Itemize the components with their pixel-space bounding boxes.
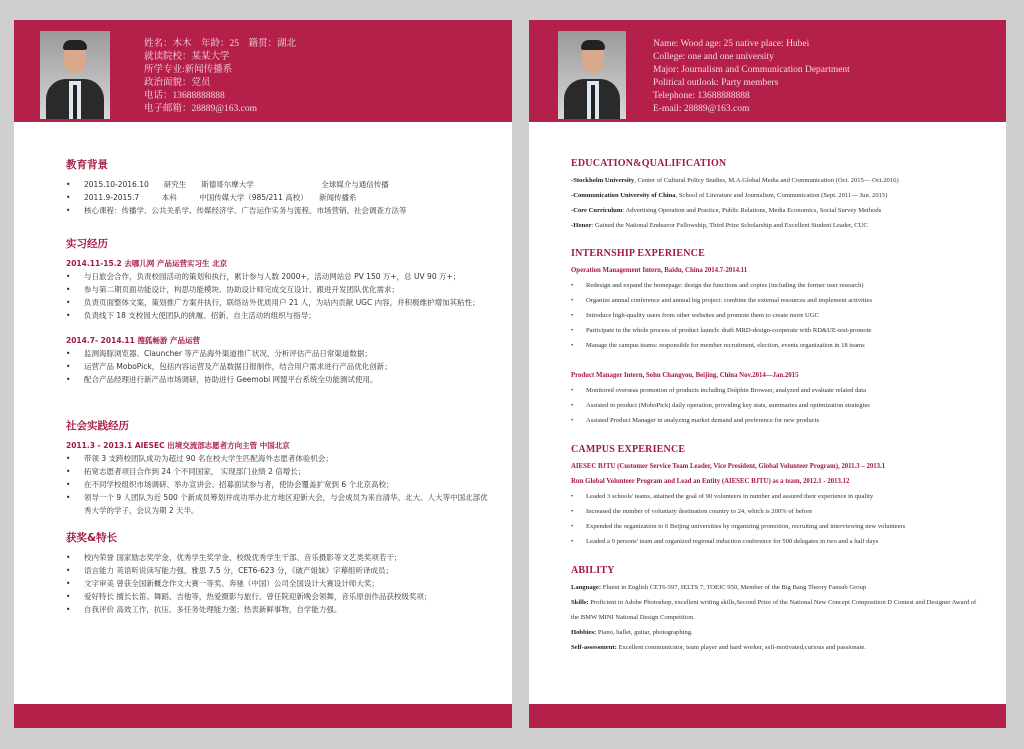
- section-title: INTERNSHIP EXPERIENCE: [571, 248, 705, 259]
- resume-page-chinese: [14, 20, 512, 728]
- item-label: -Stockholm University: [571, 177, 635, 184]
- list-item: • 语言能力 英语听说读写能力强，雅思 7.5 分，CET6-623 分，《破产姐妹》字幕组听译成员；: [66, 564, 506, 577]
- list-item: • 与日旅会合作，负责校园活动的策划和执行，累计参与人数 2000+，活动网站总 PV 150 万+，总 UV 90 万+；: [66, 270, 486, 283]
- ability-entry: [571, 595, 981, 625]
- info-line: 政治面貌：党员: [144, 78, 211, 88]
- personal-info: [144, 38, 296, 116]
- item-label: -Core Curriculum: [571, 207, 623, 214]
- list-item: • 在不同学校组织市场调研、举办宣讲会、招募面试参与者，使协会覆盖扩宽到 6 个北京高校；: [66, 478, 490, 491]
- education-entry: [571, 188, 1001, 203]
- item-text: Excellent communicator, team player and hard worker, self-motivated,curious and passionate.: [616, 644, 867, 651]
- footer-band: [529, 704, 1006, 728]
- info-line: 电话：13688888888: [144, 91, 225, 101]
- list-item: • Organize annual conference and annual big project: combine the external resources and implement activities: [571, 293, 1001, 308]
- item-label: Language:: [571, 584, 602, 591]
- list-item: • Redesign and expand the homepage: design the functions and copies (including the former user research): [571, 278, 1001, 293]
- job-heading: AIESEC BJTU (Customer Service Team Leader, Vice President, Global Volunteer Program), 2011.3 – 2013.1: [571, 463, 886, 470]
- item-label: Skills:: [571, 599, 589, 606]
- list-item: • Monitored overseas promotion of products including Dolphin Browser, analyzed and evaluate related data: [571, 383, 1001, 398]
- item-text: Fluent in English CET6-597, IELTS 7, TOEIC 950, Member of the Big Bang Theory Fansub Group: [601, 584, 867, 591]
- job-heading: 2014.11-15.2 去哪儿网 产品运营实习生 北京: [66, 259, 228, 268]
- list-item: • Assisted Product Manager in analyzing market demand and preference for new products: [571, 413, 1001, 428]
- list-item: • 负责线下 18 支校园大使团队的挑履、招新、自主活动的组织与指导；: [66, 309, 486, 322]
- list-item: • 自我评价 高效工作，抗压、多任务处理能力强；热衷新鲜事物，自学能力强。: [66, 603, 506, 616]
- list-item: • Participate in the whole process of product launch: draft MRD-design-cooperate with RD&UE-test-promote: [571, 323, 1001, 338]
- list-item: • Leaded 3 schools' teams, attained the goal of 90 volunteers in number and assured their experience in quality: [571, 489, 1001, 504]
- ability-entry: [571, 640, 981, 655]
- info-line: 就读院校：某某大学: [144, 52, 230, 62]
- list-item: • 爱好特长 擅长长笛、舞蹈、吉他等，热爱摄影与旅行。曾任院迎新晚会领舞，音乐原创作品获校级奖项；: [66, 590, 506, 603]
- item-text: , Center of Cultural Policy Studies, M.A.Global Media and Communication (Oct. 2015— Oct.2016): [634, 177, 899, 184]
- resume-page-english: [529, 20, 1006, 728]
- section-title: 教育背景: [66, 159, 108, 171]
- item-text: : Advertising Operation and Practice, Public Relations, Media Economics, Social Survey Methods: [622, 207, 882, 214]
- education-entry: [571, 203, 1001, 218]
- item-label: Self-assessment:: [571, 644, 617, 651]
- section-title: 获奖&特长: [66, 532, 118, 544]
- list-item: • 2011.9-2015.7 本科 中国传媒大学（985/211 高校） 新闻传播系: [66, 191, 506, 204]
- list-item: • Increased the number of voluntary destination country to 24, which is 200% of before: [571, 504, 1001, 519]
- section-education: [571, 158, 1001, 233]
- list-item: • 运营产品 MoboPick，包括内容运营及产品数据日报制作，结合用户需求进行产品优化创新；: [66, 360, 486, 373]
- section-title: 实习经历: [66, 238, 108, 250]
- list-item: • 监测海豚浏览器、Clauncher 等产品海外渠道推广状况，分析评估产品日常渠道数据；: [66, 347, 486, 360]
- section-education: [66, 157, 506, 217]
- header-band: [529, 20, 1006, 122]
- section-title: EDUCATION&QUALIFICATION: [571, 158, 727, 169]
- item-text: Piano, ballet, guitar, photographing.: [596, 629, 693, 636]
- list-item: • Leaded a 9 persons' team and organized regional induction conference for 500 delegates in two and a half days: [571, 534, 1001, 549]
- list-item: • 文字审美 曾获全国新概念作文大赛一等奖、奔驰（中国）公司全国设计大赛设计师大奖；: [66, 577, 506, 590]
- education-entry: [571, 173, 1001, 188]
- item-label: -Honor: [571, 222, 592, 229]
- list-item: • 负责页面整体文案，策划推广方案并执行，联络站外优质用户 21 人，为站内贡献 UGC 内容，并积极维护增加其粘性；: [66, 296, 486, 309]
- item-label: -Communication University of China: [571, 192, 676, 199]
- list-item: • Introduce high-quality users from other websites and promote them to create more UGC: [571, 308, 1001, 323]
- list-item: • Expended the organization to 6 Beijing universities by organizing promotion, recruiting and interviewing new volunteers: [571, 519, 1001, 534]
- list-item: • 带领 3 支跨校团队成功为超过 90 名在校大学生匹配海外志愿者体验机会；: [66, 452, 490, 465]
- section-ability: [571, 565, 981, 655]
- list-item: • 配合产品经理进行新产品市场调研，协助进行 Geemobi 网盟平台系统全功能测试使用。: [66, 373, 486, 386]
- section-title: 社会实践经历: [66, 420, 129, 432]
- info-line: 所学专业:新闻传播系: [144, 65, 233, 75]
- info-line: 电子邮箱：28889@163.com: [144, 104, 257, 114]
- footer-band: [14, 704, 512, 728]
- section-awards: [66, 530, 506, 616]
- profile-photo: [558, 31, 626, 119]
- info-line: Political outlook: Party members: [653, 78, 779, 88]
- info-line: 姓名：木木 年龄：25 籍贯：湖北: [144, 39, 297, 49]
- list-item: • Assisted in product (MoboPick) daily operation, providing key stats, summaries and optimization strategies: [571, 398, 1001, 413]
- item-text: , School of Literature and Journalism, Communication (Sept. 2011— Jun. 2015): [675, 192, 888, 199]
- profile-photo: [40, 31, 110, 119]
- item-text: : Gained the National Endeavor Fellowship, Third Prize Scholarship and Excellent Student Leader, CUC: [591, 222, 868, 229]
- job-heading: Product Manager Intern, Sohu Changyou, Beijing, China Nov.2014—Jan.2015: [571, 372, 799, 379]
- list-item: • Manage the campus teams: responsible for member recruitment, election, events organization in 18 teams: [571, 338, 1001, 353]
- list-item: • 2015.10-2016.10 研究生 斯德哥尔摩大学 全球媒介与通信传播: [66, 178, 506, 191]
- list-item: • 校内荣誉 国家励志奖学金、优秀学生奖学金、校级优秀学生干部、音乐摄影等文艺类奖项若干；: [66, 551, 506, 564]
- section-internship: [66, 236, 486, 386]
- personal-info: [653, 38, 850, 116]
- section-title: CAMPUS EXPERIENCE: [571, 444, 686, 455]
- item-text: Proficient in Adobe Photoshop, excellent writing skills,Second Prize of the National New Concept Composition D Contest and Designer Award of the BMW MINI National Design Competition.: [571, 599, 977, 621]
- job-heading: 2014.7- 2014.11 搜狐畅游 产品运营: [66, 336, 201, 345]
- ability-entry: [571, 580, 981, 595]
- header-band: [14, 20, 512, 122]
- list-item: • 核心课程：传播学、公共关系学、传媒经济学、广告运作实务与流程、市场营销、社会调查方法等: [66, 204, 506, 217]
- ability-entry: [571, 625, 981, 640]
- section-social-practice: [66, 418, 490, 517]
- list-item: • 参与第二期页面功能设计，构思功能模块、协助设计师完成交互设计、跟进开发团队优化需求；: [66, 283, 486, 296]
- education-entry: [571, 218, 1001, 233]
- info-line: College: one and one university: [653, 52, 774, 62]
- list-item: • 拓宽志愿者项目合作到 24 个不同国家， 实现部门业绩 2 倍增长；: [66, 465, 490, 478]
- job-heading: 2011.3 - 2013.1 AIESEC 出境交流部志愿者方向主管 中国北京: [66, 441, 290, 450]
- job-heading: Operation Management Intern, Baidu, China 2014.7-2014.11: [571, 267, 748, 274]
- section-campus: [571, 444, 1001, 549]
- list-item: • 领导一个 9 人团队为近 500 个新成员筹划并成功举办北方地区迎新大会，与会成员为来自清华、北大、人大等中国北部优秀大学的学子，会议为期 2 天半。: [66, 491, 490, 517]
- section-title: ABILITY: [571, 565, 615, 576]
- job-heading: Run Global Volunteer Program and Lead an Entity (AIESEC BJTU) as a team, 2012.1 - 2013.12: [571, 478, 850, 485]
- item-label: Hobbies:: [571, 629, 597, 636]
- info-line: E-mail: 28889@163.com: [653, 104, 750, 114]
- info-line: Major: Journalism and Communication Department: [653, 65, 850, 75]
- info-line: Telephone: 13688888888: [653, 91, 750, 101]
- info-line: Name: Wood age: 25 native place: Hubei: [653, 39, 810, 49]
- section-internship: [571, 248, 1001, 428]
